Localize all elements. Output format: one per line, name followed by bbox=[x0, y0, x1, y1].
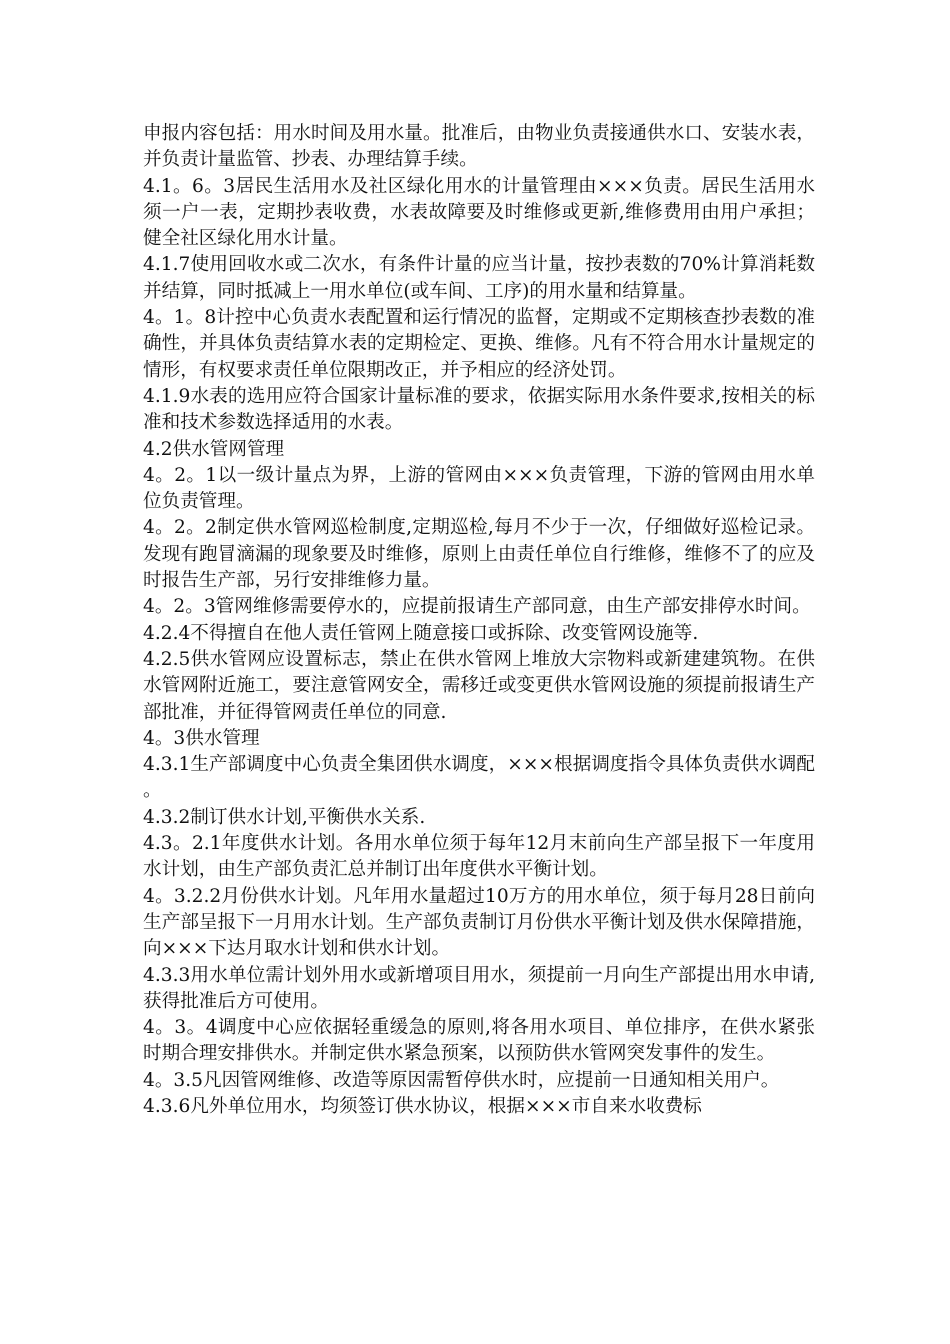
section-heading-4-2: 4.2供水管网管理 bbox=[143, 438, 285, 460]
paragraph-18: 4。3。4调度中心应依据轻重缓急的原则,将各用水项目、单位排序，在供水紧张时期合理安排供水。并制定供水紧急预案，以预防供水管网突发事件的发生。 bbox=[143, 1017, 815, 1065]
paragraph-13: 4.3.1生产部调度中心负责全集团供水调度，×××根据调度指令具体负责供水调配。 bbox=[143, 754, 815, 802]
paragraph-9: 4。2。3管网维修需要停水的，应提前报请生产部同意，由生产部安排停水时间。 bbox=[143, 596, 811, 618]
paragraph-11: 4.2.5供水管网应设置标志，禁止在供水管网上堆放大宗物料或新建建筑物。在供水管网附近施工，要注意管网安全，需移迁或变更供水管网设施的须提前报请生产部批准，并征得管网责任单位的同意. bbox=[143, 648, 815, 723]
document-body bbox=[143, 121, 815, 1120]
paragraph-4: 4。1。8计控中心负责水表配置和运行情况的监督，定期或不定期核查抄表数的准确性，并具体负责结算水表的定期检定、更换、维修。凡有不符合用水计量规定的情形，有权要求责任单位限期改正，并予相应的经济处罚。 bbox=[143, 307, 815, 381]
paragraph-19: 4。3.5凡因管网维修、改造等原因需暂停供水时，应提前一日通知相关用户。 bbox=[143, 1069, 780, 1091]
paragraph-7: 4。2。1以一级计量点为界，上游的管网由×××负责管理，下游的管网由用水单位负责管理。 bbox=[143, 464, 815, 513]
paragraph-3: 4.1.7使用回收水或二次水，有条件计量的应当计量，按抄表数的70%计算消耗数并结算，同时抵减上一用水单位(或车间、工序)的用水量和结算量。 bbox=[143, 254, 815, 302]
section-heading-4-3: 4。3供水管理 bbox=[143, 727, 260, 749]
paragraph-10: 4.2.4不得擅自在他人责任管网上随意接口或拆除、改变管网设施等. bbox=[143, 622, 699, 644]
paragraph-8: 4。2。2制定供水管网巡检制度,定期巡检,每月不少于一次，仔细做好巡检记录。发现有跑冒滴漏的现象要及时维修，原则上由责任单位自行维修，维修不了的应及时报告生产部，另行安排维修力量。 bbox=[143, 517, 815, 592]
paragraph-17: 4.3.3用水单位需计划外用水或新增项目用水，须提前一月向生产部提出用水申请,获得批准后方可使用。 bbox=[143, 964, 815, 1012]
paragraph-1: 申报内容包括：用水时间及用水量。批准后，由物业负责接通供水口、安装水表，并负责计量监管、抄表、办理结算手续。 bbox=[143, 123, 815, 171]
paragraph-15: 4.3。2.1年度供水计划。各用水单位须于每年12月末前向生产部呈报下一年度用水计划，由生产部负责汇总并制订出年度供水平衡计划。 bbox=[143, 833, 815, 881]
paragraph-20: 4.3.6凡外单位用水，均须签订供水协议，根据×××市自来水收费标 bbox=[143, 1095, 702, 1117]
paragraph-16: 4。3.2.2月份供水计划。凡年用水量超过10万方的用水单位，须于每月28日前向生产部呈报下一月用水计划。生产部负责制订月份供水平衡计划及供水保障措施，向×××下达月取水计划和供水计划。 bbox=[143, 885, 815, 960]
paragraph-2: 4.1。6。3居民生活用水及社区绿化用水的计量管理由×××负责。居民生活用水须一户一表，定期抄表收费，水表故障要及时维修或更新,维修费用由用户承担；健全社区绿化用水计量。 bbox=[143, 175, 815, 250]
paragraph-14: 4.3.2制订供水计划,平衡供水关系. bbox=[143, 806, 426, 828]
paragraph-5: 4.1.9水表的选用应符合国家计量标准的要求，依据实际用水条件要求,按相关的标准和技术参数选择适用的水表。 bbox=[143, 385, 815, 434]
